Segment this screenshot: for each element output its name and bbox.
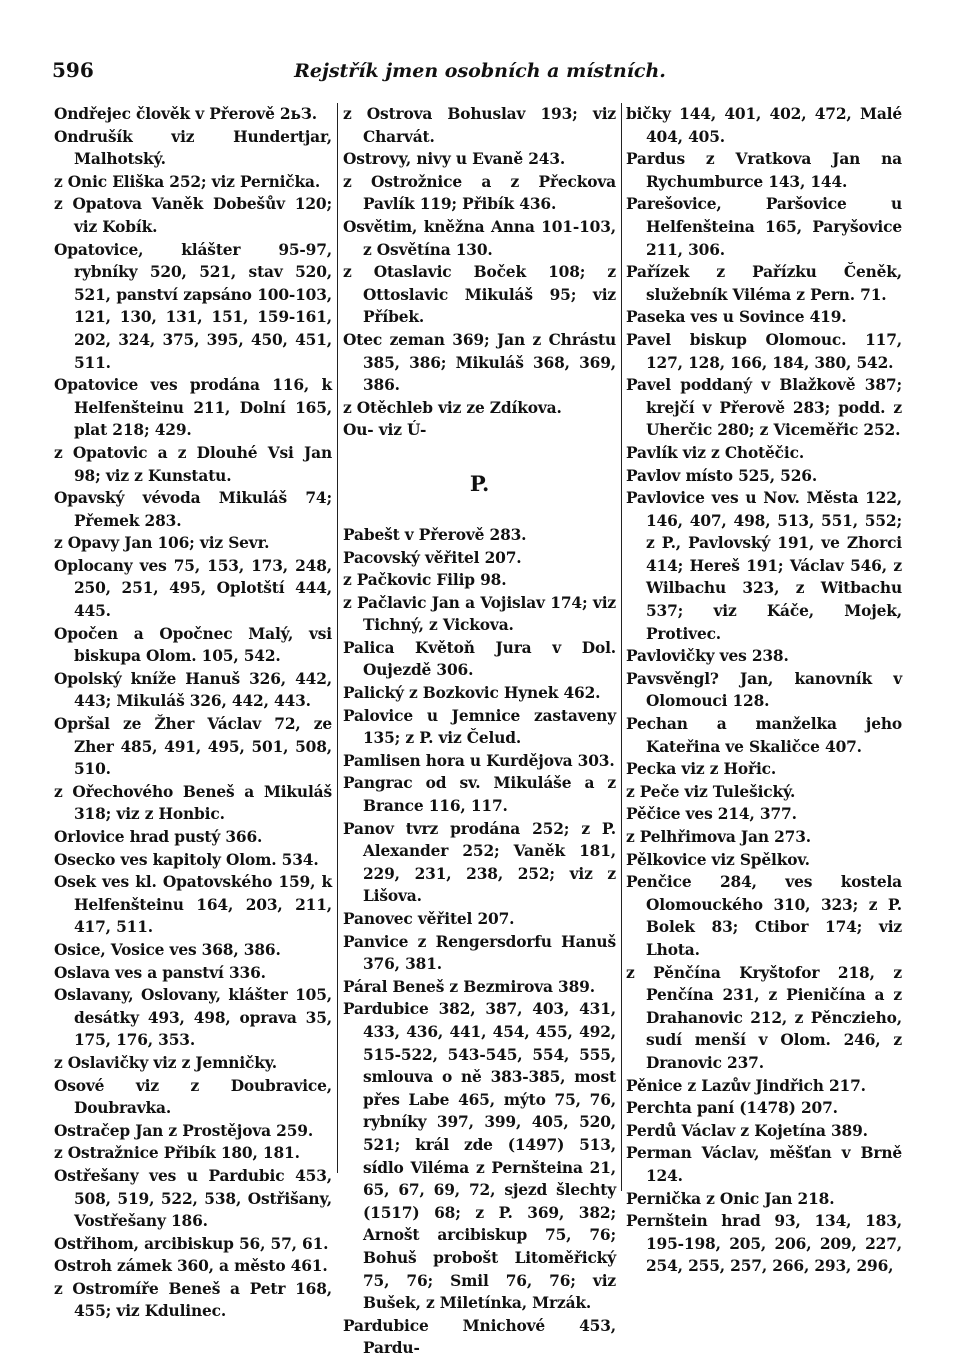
index-entry: z Otaslavic Boček 108; z Ottoslavic Mikuláš 95; viz Příbek. — [343, 263, 616, 327]
index-entry: Parešovice, Paršovice u Helfenšteina 165, Paryšovice 211, 306. — [626, 195, 902, 259]
index-entry: Pěčice ves 214, 377. — [626, 805, 797, 824]
running-title: Rejstřík jmen osobních a místních. — [294, 60, 666, 82]
index-entry: Pamlisen hora u Kurdějova 303. — [343, 751, 615, 770]
index-column-3 — [626, 103, 902, 1278]
index-entry: Osek ves kl. Opatovského 159, k Helfenšteinu 164, 203, 211, 417, 511. — [54, 873, 332, 937]
index-entry: z Opatovic a z Dlouhé Vsi Jan 98; viz z Kunstatu. — [54, 443, 332, 485]
index-entry: Osecko ves kapitoly Olom. 534. — [54, 850, 319, 869]
section-letter: P. — [469, 470, 490, 496]
index-column-1 — [54, 103, 332, 1323]
index-entry: Pardubice Mnichové 453, Pardu- — [343, 1316, 616, 1358]
index-entry: Pělkovice viz Spělkov. — [626, 850, 810, 869]
index-column-2-o-entries — [343, 103, 616, 442]
index-entry: Panov tvrz prodána 252; z P. Alexander 252; Vaněk 181, 229, 231, 238, 252; viz z Lišova. — [343, 819, 616, 906]
index-entry: Opavský vévoda Mikuláš 74; Přemek 283. — [54, 489, 332, 530]
index-entry: Penčice 284, ves kostela Olomouckého 310, 323; z P. Bolek 83; Ctibor 174; viz Lhota. — [626, 873, 902, 959]
index-entry: Panvice z Rengersdorfu Hanuš 376, 381. — [343, 932, 616, 974]
index-entry: z Pěnčína Kryštofor 218, z Penčína 231, z Pieničína a z Drahanovic 212, z Pěnczieho, sudí menší v Olom. 246, z Dranovic 237. — [626, 963, 902, 1072]
index-entry: z Ostrožnice a z Přeckova Pavlík 119; Přibík 436. — [343, 172, 616, 214]
index-entry: Pavel biskup Olomouc. 117, 127, 128, 166, 184, 380, 542. — [626, 330, 902, 372]
index-entry: Pavlov místo 525, 526. — [626, 466, 818, 485]
index-entry: Pecka viz z Hořic. — [626, 760, 777, 779]
index-entry: Opatovice, klášter 95-97, rybníky 520, 521, stav 520, 521, panství zapsáno 100-103, 121, 130, 131, 151, 159-161, 202, 324, 375, 395, 450, 451, 511. — [54, 240, 332, 372]
index-entry: Pavlík viz z Chotěčic. — [626, 443, 805, 462]
index-entry: Pangrac od sv. Mikuláše a z Brance 116, 117. — [343, 774, 616, 816]
index-entry: Paseka ves u Sovince 419. — [626, 308, 847, 327]
index-entry: Pavel poddaný v Blažkově 387; krejčí v Přerově 283; podd. z Uherčic 280; z Viceměřic 252. — [626, 376, 902, 440]
index-entry: Palica Květoň Jura v Dol. Oujezdě 306. — [343, 638, 616, 680]
index-entry: z Otěchleb viz ze Zdíkova. — [343, 398, 562, 417]
index-entry: z Ořechového Beneš a Mikuláš 318; viz z Honbic. — [54, 782, 332, 824]
index-column-2-p-entries — [343, 524, 616, 1360]
index-entry: Pacovský věřitel 207. — [343, 548, 522, 567]
index-entry: Pařízek z Pařízku Čeněk, služebník Viléma z Pern. 71. — [626, 263, 902, 304]
index-entry: Opršal ze Žher Václav 72, ze Zher 485, 491, 495, 501, 508, 510. — [54, 715, 332, 779]
index-entry: Opolský kníže Hanuš 326, 442, 443; Mikuláš 326, 442, 443. — [54, 669, 332, 711]
index-entry: Pabešt v Přerově 283. — [343, 525, 527, 544]
index-entry: Panovec věřitel 207. — [343, 910, 515, 928]
index-entry: Ondřejec člověk v Přerově 2ьЗ. — [54, 105, 317, 123]
index-entry: Páral Beneš z Bezmirova 389. — [343, 977, 595, 996]
index-entry: Pavsvěngl? Jan, kanovník v Olomouci 128. — [626, 669, 902, 711]
index-entry: z Pelhřimova Jan 273. — [626, 828, 812, 846]
index-entry: Ondrušík viz Hundertjar, Malhotský. — [54, 127, 332, 169]
index-entry: Pěnice z Lazův Jindřich 217. — [626, 1076, 866, 1095]
index-entry: Pavlovice ves u Nov. Města 122, 146, 407, 498, 513, 551, 552; z P., Pavlovský 191, ve Zhorci 414; Hereš 191; Václav 546, z Wilbachu 323, z Witbachu 537; viz Káče, Mojek, Protivec. — [626, 489, 902, 643]
index-entry: Ou- viz Ú- — [343, 421, 427, 440]
index-entry: Opočen a Opočnec Malý, vsi biskupa Olom. 105, 542. — [54, 624, 332, 666]
index-entry: z Ostražnice Přibík 180, 181. — [54, 1144, 300, 1163]
index-entry: Pardubice 382, 387, 403, 431, 433, 436, 441, 454, 455, 492, 515-522, 543-545, 554, 555, smlouva o ně 383-385, most přes Labe 465, mýto 75, 76, rybníky 397, 399, 405, 520, 521; král zde (1497) 513, sídlo Viléma z Pernšteina 21, 65, 67, 69, 72, sjezd šlechty (1517) 68; z P. 369, 382; Arnošt arcibiskup 75, 76; Bohuš probošt Litoměřický 75, 76; Smil 76, 76; viz Bušek, z Miletínka, Mrzák. — [343, 1000, 616, 1313]
index-entry: z Peče viz Tulešický. — [626, 782, 796, 801]
index-entry: Osice, Vosice ves 368, 386. — [54, 940, 281, 959]
index-entry: z Opavy Jan 106; viz Sevr. — [54, 534, 270, 553]
index-entry: z Oslavičky viz z Jemničky. — [54, 1053, 278, 1072]
index-entry: Oplocany ves 75, 153, 173, 248, 250, 251, 495, Oplotští 444, 445. — [54, 556, 332, 621]
index-entry: Oslavany, Oslovany, klášter 105, desátky 493, 498, oprava 35, 175, 176, 353. — [54, 986, 332, 1050]
index-entry: Ostračep Jan z Prostějova 259. — [54, 1121, 314, 1140]
index-entry: z Pačlavic Jan a Vojislav 174; viz Tichný, z Vickova. — [343, 593, 616, 635]
index-entry: Ostřihom, arcibiskup 56, 57, 61. — [54, 1234, 329, 1253]
index-entry: z Onic Eliška 252; viz Pernička. — [54, 172, 321, 191]
index-entry: Perchta paní (1478) 207. — [626, 1099, 838, 1118]
index-entry: Osové viz z Doubravice, Doubravka. — [54, 1076, 332, 1118]
index-entry: Pernštein hrad 93, 134, 183, 195-198, 205, 206, 209, 227, 254, 255, 257, 266, 293, 296, — [626, 1212, 902, 1276]
index-entry: z Pačkovic Filip 98. — [343, 571, 507, 590]
index-entry: Opatovice ves prodána 116, k Helfenšteinu 211, Dolní 165, plat 218; 429. — [54, 376, 332, 440]
index-entry: Oslava ves a panství 336. — [54, 963, 266, 982]
index-entry: Palický z Bozkovic Hynek 462. — [343, 684, 601, 703]
index-entry: Otec zeman 369; Jan z Chrástu 385, 386; Mikuláš 368, 369, 386. — [343, 330, 616, 395]
page-number: 596 — [52, 58, 94, 82]
index-entry: Pernička z Onic Jan 218. — [626, 1189, 835, 1208]
index-entry: Orlovice hrad pustý 366. — [54, 828, 263, 846]
index-columns — [0, 103, 960, 1358]
index-entry: Ostroh zámek 360, a město 461. — [54, 1257, 328, 1276]
index-entry: Ostřešany ves u Pardubic 453, 508, 519, 522, 538, Ostřišany, Vostřešany 186. — [54, 1166, 332, 1231]
index-entry: Perdů Václav z Kojetína 389. — [626, 1121, 868, 1140]
index-entry: Ostrovy, nivy u Evaně 243. — [343, 150, 566, 169]
index-column-2 — [343, 103, 616, 1360]
index-entry: z Ostrova Bohuslav 193; viz Charvát. — [343, 105, 616, 146]
index-entry: Osvětim, kněžna Anna 101-103, z Osvětína 130. — [343, 217, 616, 259]
index-entry: Pavlovičky ves 238. — [626, 647, 789, 666]
index-entry: Pechan a manželka jeho Kateřina ve Skaličce 407. — [626, 715, 902, 756]
index-entry: Perman Václav, měšťan v Brně 124. — [626, 1144, 902, 1185]
index-entry: z Ostromíře Beneš a Petr 168, 455; viz Kdulinec. — [54, 1279, 332, 1321]
index-entry: Pardus z Vratkova Jan na Rychumburce 143, 144. — [626, 150, 902, 191]
index-entry: bičky 144, 401, 402, 472, Malé 404, 405. — [626, 105, 902, 146]
index-entry: z Opatova Vaněk Dobešův 120; viz Kobík. — [54, 195, 332, 236]
index-entry: Palovice u Jemnice zastaveny 135; z P. viz Čelud. — [343, 706, 616, 748]
